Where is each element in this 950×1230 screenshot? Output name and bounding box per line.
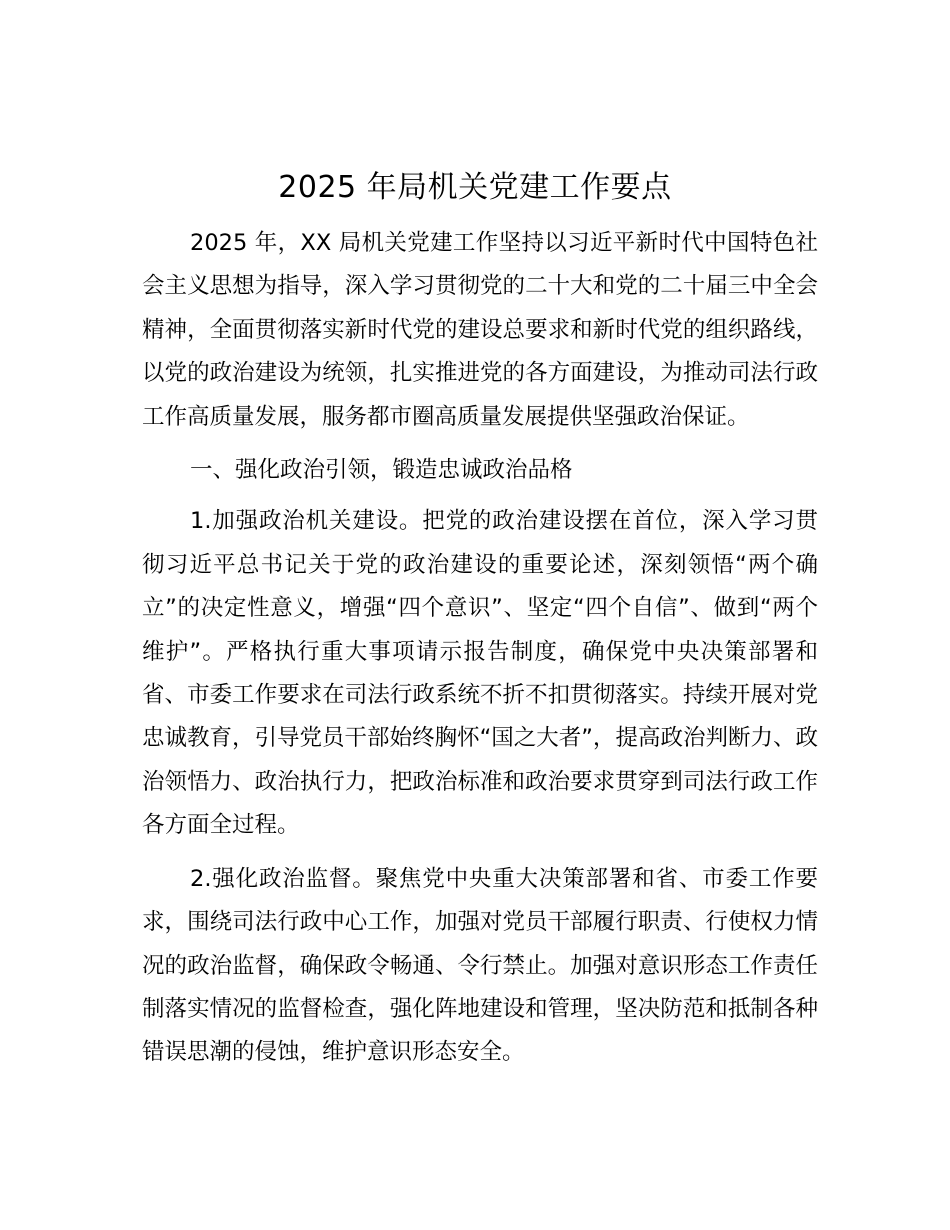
intro-paragraph: 2025 年，XX 局机关党建工作坚持以习近平新时代中国特色社会主义思想为指导，深入学习贯彻党的二十大和党的二十届三中全会精神，全面贯彻落实新时代党的建设总要求和新时代党的组织路线，以党的政治建设为统领，扎实推进党的各方面建设，为推动司法行政工作高质量发展，服务都市圈高质量发展提供坚强政治保证。	[142, 230, 818, 430]
item-paragraph-1: 1.加强政治机关建设。把党的政治建设摆在首位，深入学习贯彻习近平总书记关于党的政治建设的重要论述，深刻领悟“两个确立”的决定性意义，增强“四个意识”、坚定“四个自信”、做到“两个维护”。严格执行重大事项请示报告制度，确保党中央决策部署和省、市委工作要求在司法行政系统不折不扣贯彻落实。持续开展对党忠诚教育，引导党员干部始终胸怀“国之大者”，提高政治判断力、政治领悟力、政治执行力，把政治标准和政治要求贯穿到司法行政工作各方面全过程。	[142, 508, 818, 839]
section-heading-1: 一、强化政治引领，锻造忠诚政治品格	[190, 457, 573, 484]
document-title: 2025 年局机关党建工作要点	[278, 170, 672, 205]
document-body	[142, 222, 818, 1075]
item-paragraph-2: 2.强化政治监督。聚焦党中央重大决策部署和省、市委工作要求，围绕司法行政中心工作，加强对党员干部履行职责、行使权力情况的政治监督，确保政令畅通、令行禁止。加强对意识形态工作责任制落实情况的监督检查，强化阵地建设和管理，坚决防范和抵制各种错误思潮的侵蚀，维护意识形态安全。	[142, 865, 818, 1066]
